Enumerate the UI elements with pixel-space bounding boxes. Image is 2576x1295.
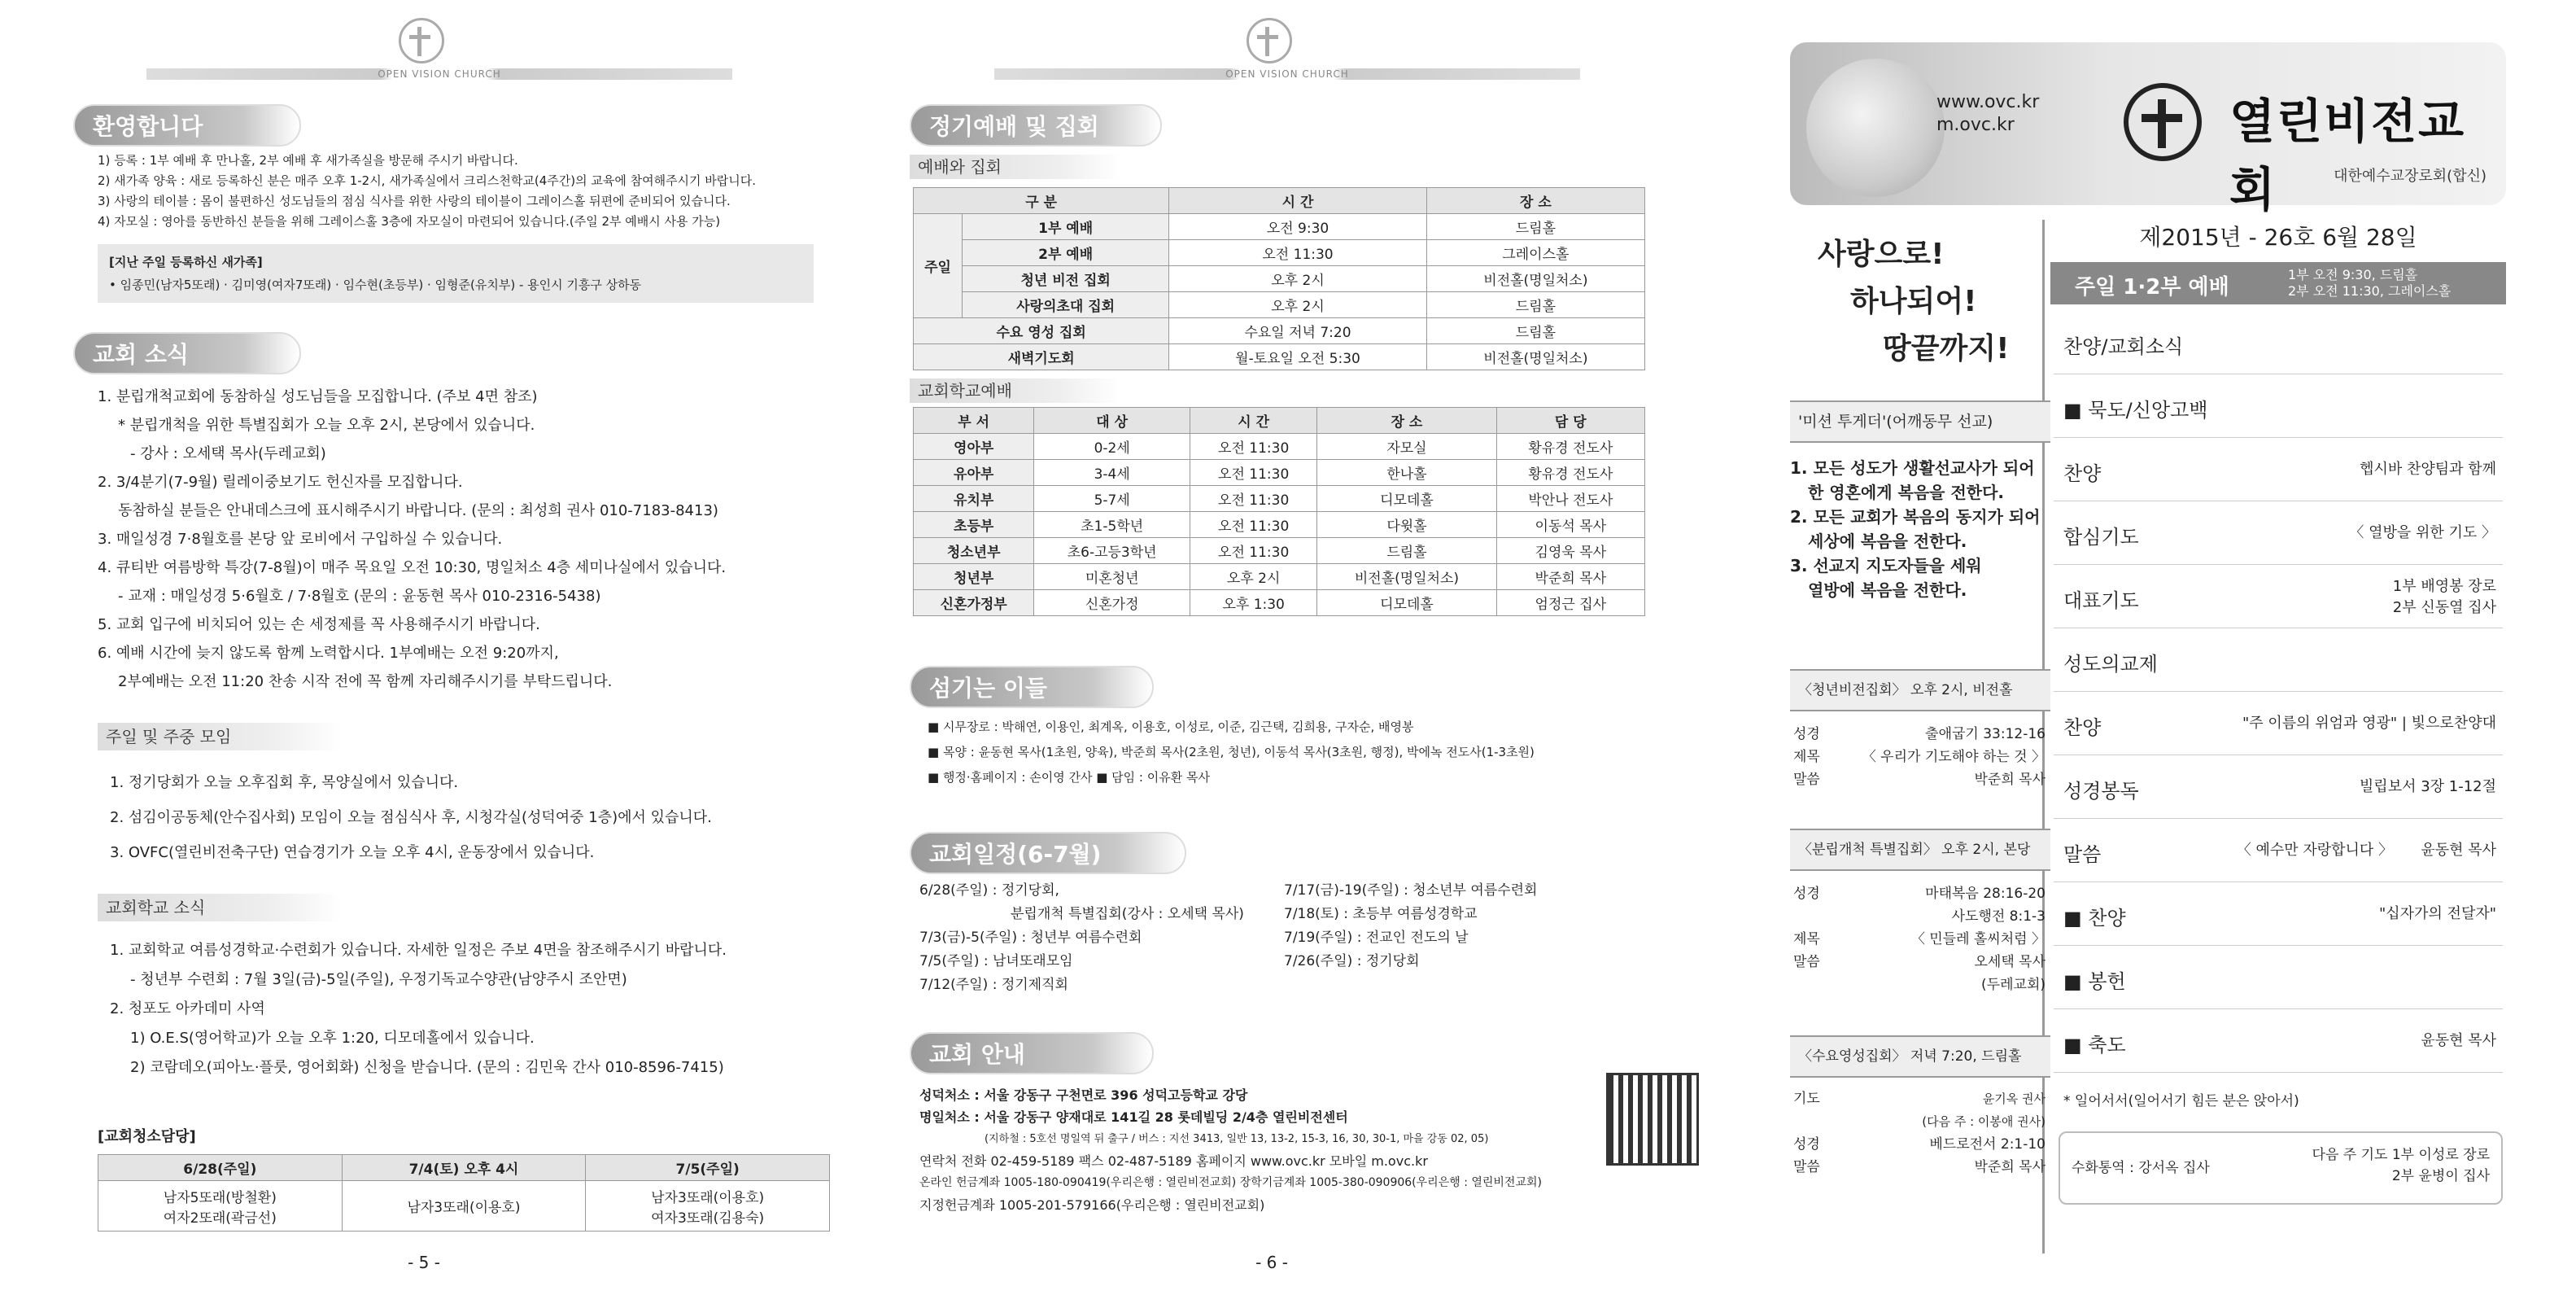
mission-line: 한 영혼에게 복음을 전한다. [1808,483,2005,502]
order-label: 찬양 [2063,462,2102,485]
order-label: 말씀 [2063,843,2102,866]
worship-cell: 그레이스홀 [1426,240,1644,266]
order-detail: 1부 배영봉 장로 2부 신동열 집사 [2392,578,2496,616]
sunday-meetings-title: 주일 및 주중 모임 [98,723,342,750]
news-line: 동참하실 분들은 안내데스크에 표시해주시기 바랍니다. (문의 : 최성희 권사 010-7183-8413) [118,502,718,519]
order-detail: "십자가의 전달자" [2379,905,2496,922]
school-news-title: 교회학교 소식 [98,894,342,921]
order-label: 성경봉독 [2063,780,2139,803]
detail-label: 말씀 [1793,954,1820,970]
worship-header: 시 간 [1169,188,1427,214]
order-item [2054,755,2503,819]
school-cell: 엄정근 집사 [1496,590,1644,616]
detail-value: 〈 우리가 기도해야 하는 것 〉 [1862,749,2046,765]
school-cell: 청년부 [914,564,1034,590]
footer-box [2059,1131,2503,1205]
detail-value: 박준희 목사 [1974,772,2046,788]
school-cell: 오전 11:30 [1190,512,1317,538]
school-cell: 박준희 목사 [1496,564,1644,590]
school-cell: 유아부 [914,460,1034,486]
school-header: 담 당 [1496,408,1644,434]
news-line: 4. 큐티반 여름방학 특강(7-8월)이 매주 목요일 오전 10:30, 명일처소 4층 세미나실에서 있습니다. [98,559,727,576]
school-cell: 초등부 [914,512,1034,538]
order-label: ■ 축도 [2063,1034,2126,1057]
detail-value: 박준희 목사 [1974,1159,2046,1175]
schedule-item: 7/18(토) : 초등부 여름성경학교 [1284,906,1478,922]
cleaning-title: [교회청소담당] [98,1128,196,1145]
schedule-item: 분립개척 특별집회(강사 : 오세택 목사) [1011,906,1244,922]
detail-value: 출애굽기 33:12-16 [1925,726,2046,742]
welcome-line: 3) 사랑의 테이블 : 몸이 불편하신 성도님들의 점심 식사를 위한 사랑의 테이블이 그레이스홀 뒤편에 준비되어 있습니다. [98,194,731,208]
order-item [2054,311,2503,374]
mission-line: 2. 모든 교회가 복음의 동지가 되어 [1790,507,2041,527]
special-meeting-tag: 〈분립개척 특별집회〉 오후 2시, 본당 [1790,829,2050,871]
welcome-title: 환영합니다 [73,104,301,147]
slogan-line: 사랑으로! [1818,238,1945,271]
cleaning-cell: 남자3또래(이용호) 여자3또래(김용숙) [586,1181,830,1232]
schedule-item: 7/26(주일) : 정기당회 [1284,953,1420,969]
schedule-right [1284,879,1658,973]
school-line: 1. 교회학교 여름성경학교·수련회가 있습니다. 자세한 일정은 주보 4면을 참조해주시기 바랍니다. [110,942,727,959]
cleaning-cell: 남자5또래(방철환) 여자2또래(곽금선) [98,1181,343,1232]
order-label: ■ 봉헌 [2063,970,2126,993]
school-header: 부 서 [914,408,1034,434]
running-header [146,18,732,83]
sunday-line: 2. 섬김이공동체(안수집사회) 모임이 오늘 점심식사 후, 시청각실(성덕여중 1층)에서 있습니다. [110,809,712,826]
school-cell: 신혼가정 [1034,590,1190,616]
servants-list [928,715,1684,790]
school-cell: 다윗홀 [1317,512,1496,538]
detail-value: 마태복음 28:16-20 사도행전 8:1-3 [1925,886,2046,925]
detail-value: 윤기옥 권사 (다음 주 : 이봉애 권사) [1922,1092,2046,1129]
mission-tag: '미션 투게더'(어깨동무 선교) [1790,400,2050,443]
guide-line: 연락처 전화 02-459-5189 팩스 02-487-5189 홈페이지 www.ovc.kr 모바일 m.ovc.kr [919,1153,1428,1169]
worship-cell: 오전 11:30 [1169,240,1427,266]
school-cell: 비전홀(명일처소) [1317,564,1496,590]
news-line: 2. 3/4분기(7-9월) 릴레이중보기도 헌신자를 모집합니다. [98,474,463,491]
school-worship-sub: 교회학교예배 [910,378,1121,403]
servants-line: ■ 시무장로 : 박해연, 이용인, 최계옥, 이용호, 이성로, 이준, 김근택, 김희용, 구자순, 배영봉 [928,720,1414,734]
schedule-item: 7/3(금)-5(주일) : 청년부 여름수련회 [919,930,1142,946]
school-list [110,936,842,1083]
welcome-line: 2) 새가족 양육 : 새로 등록하신 분은 매주 오후 1-2시, 새가족실에서 크리스천학교(4주간)의 교육에 참여해주시기 바랍니다. [98,173,757,188]
order-item [2054,565,2503,628]
welcome-list [98,151,830,232]
order-detail: "주 이름의 위엄과 영광" | 빛으로찬양대 [2242,715,2496,732]
school-cell: 이동석 목사 [1496,512,1644,538]
order-detail: 윤동현 목사 [2421,1032,2496,1049]
worship-cell: 오전 9:30 [1169,214,1427,240]
schedule-item: 7/12(주일) : 정기제직회 [919,977,1068,993]
worship-cell: 1부 예배 [963,214,1169,240]
order-detail: 헵시바 찬양팀과 함께 [2360,461,2496,478]
page-6 [848,0,1696,1295]
servants-line: ■ 행정·홈페이지 : 손이영 간사 ■ 담임 : 이유환 목사 [928,770,1210,785]
order-label: 대표기도 [2063,589,2139,612]
guide-list [919,1084,1635,1216]
order-item [2054,1009,2503,1073]
schedule-item: 6/28(주일) : 정기당회, [919,882,1059,899]
worship-cell: 드림홀 [1426,318,1644,344]
detail-label: 말씀 [1793,1159,1820,1175]
detail-value: 〈 민들레 홀씨처럼 〉 [1910,931,2046,947]
guide-line: (지하철 : 5호선 명일역 뒤 출구 / 버스 : 지선 3413, 일반 13, 13-2, 15-3, 16, 30, 30-1, 마을 강동 02, 05) [985,1133,1489,1145]
news-line: 5. 교회 입구에 비치되어 있는 손 세정제를 꼭 사용해주시기 바랍니다. [98,616,540,633]
web-url: www.ovc.kr [1936,92,2040,112]
worship-cell: 수요 영성 집회 [914,318,1169,344]
school-cell: 오전 11:30 [1190,434,1317,460]
order-label: 찬양 [2063,716,2102,739]
wednesday-meeting-details [1793,1087,2046,1179]
globe-icon [1806,59,1945,197]
detail-value: 베드로전서 2:1-10 [1929,1136,2046,1153]
school-cell: 초1-5학년 [1034,512,1190,538]
worship-cell: 수요일 저녁 7:20 [1169,318,1427,344]
detail-label: 성경 [1793,1136,1820,1153]
mission-line: 세상에 복음을 전한다. [1808,532,1967,551]
guide-line: 지정헌금계좌 1005-201-579166(우리은행 : 열린비전교회) [919,1197,1265,1213]
school-cell: 드림홀 [1317,538,1496,564]
school-header: 시 간 [1190,408,1317,434]
order-detail: 〈 예수만 자랑합니다 〉 윤동현 목사 [2236,842,2496,859]
church-cross-logo-icon [1247,18,1292,63]
school-line: 2. 청포도 아카데미 사역 [110,1000,265,1017]
cleaning-header: 6/28(주일) [98,1155,343,1181]
cleaning-header: 7/5(주일) [586,1155,830,1181]
qr-code-icon [1606,1073,1699,1166]
detail-label: 성경 [1793,726,1820,742]
sunday-line: 3. OVFC(열린비전축구단) 연습경기가 오늘 오후 4시, 운동장에서 있습니다. [110,844,595,861]
church-name: 열린비전교회 [2229,94,2466,217]
news-line: 6. 예배 시간에 늦지 않도록 함께 노력합시다. 1부예배는 오전 9:20까지, [98,645,559,662]
detail-label: 기도 [1793,1091,1820,1107]
order-item [2054,819,2503,882]
school-cell: 박안나 전도사 [1496,486,1644,512]
school-cell: 신혼가정부 [914,590,1034,616]
order-label: 찬양/교회소식 [2063,335,2184,358]
order-item [2054,946,2503,1009]
sunday-line: 1. 정기당회가 오늘 오후집회 후, 목양실에서 있습니다. [110,774,459,791]
news-line: 1. 분립개척교회에 동참하실 성도님들을 모집합니다. (주보 4면 참조) [98,388,538,405]
worship-cell: 2부 예배 [963,240,1169,266]
worship-cell: 비전홀(명일처소) [1426,266,1644,292]
school-cell: 김영욱 목사 [1496,538,1644,564]
standing-note: * 일어서서(일어서기 힘든 분은 앉아서) [2063,1093,2299,1109]
worship-header: 구 분 [914,188,1169,214]
order-item [2054,501,2503,565]
school-cell: 0-2세 [1034,434,1190,460]
schedule-item: 7/17(금)-19(주일) : 청소년부 여름수련회 [1284,882,1538,899]
school-cell: 3-4세 [1034,460,1190,486]
worship-cell: 오후 2시 [1169,292,1427,318]
school-cell: 한나홀 [1317,460,1496,486]
new-family-note [98,244,814,303]
youth-meeting-tag: 〈청년비전집회〉 오후 2시, 비전홀 [1790,669,2050,711]
welcome-line: 4) 자모실 : 영아를 동반하신 분들을 위해 그레이스홀 3층에 자모실이 마련되어 있습니다.(주일 2부 예배시 사용 가능) [98,214,721,229]
school-cell: 오후 1:30 [1190,590,1317,616]
news-line: 3. 매일성경 7·8월호를 본당 앞 로비에서 구입하실 수 있습니다. [98,531,503,548]
running-header [994,18,1580,83]
mission-line: 3. 선교지 지도자들을 세워 [1790,556,1982,575]
order-label: 합심기도 [2063,526,2139,549]
worship-cell: 드림홀 [1426,214,1644,240]
order-item [2054,374,2503,438]
schedule-item: 7/5(주일) : 남녀또래모임 [919,953,1073,969]
school-cell: 디모데홀 [1317,590,1496,616]
worship-table [913,187,1645,370]
news-line: * 분립개척을 위한 특별집회가 오늘 오후 2시, 본당에서 있습니다. [118,417,535,434]
worship-banner [2050,262,2506,304]
mission-line: 열방에 복음을 전한다. [1808,580,1967,600]
news-title: 교회 소식 [73,332,301,374]
worship-cell: 청년 비전 집회 [963,266,1169,292]
school-cell: 초6-고등3학년 [1034,538,1190,564]
worship-cell: 월-토요일 오전 5:30 [1169,344,1427,370]
worship-sub: 예배와 집회 [910,155,1121,179]
church-urls [1936,91,2039,137]
issue-date: 제2015년 - 26호 6월 28일 [2139,224,2417,251]
school-cell: 오전 11:30 [1190,460,1317,486]
detail-label: 제목 [1793,749,1820,765]
worship-cell: 비전홀(명일처소) [1426,344,1644,370]
worship-cell: 오후 2시 [1169,266,1427,292]
order-label: ■ 묵도/신앙고백 [2063,399,2208,422]
detail-label: 성경 [1793,886,1820,902]
school-cell: 유치부 [914,486,1034,512]
news-line: - 교재 : 매일성경 5·6월호 / 7·8월호 (문의 : 윤동현 목사 010-2316-5438) [118,588,601,605]
order-detail: 빌립보서 3장 1-12절 [2359,778,2496,795]
school-cell: 황유경 전도사 [1496,460,1644,486]
slogan-line: 하나되어! [1850,285,1977,318]
school-cell: 오전 11:30 [1190,486,1317,512]
church-heart-cross-logo-icon [2124,83,2202,161]
youth-meeting-details [1793,723,2046,791]
page-5 [0,0,848,1295]
guide-line: 명일처소 : 서울 강동구 양재대로 141길 28 롯데빌딩 2/4층 열린비전센터 [919,1109,1348,1125]
cleaning-table [98,1154,830,1232]
denomination: 대한예수교장로회(합신) [2334,168,2486,185]
school-header: 장 소 [1317,408,1496,434]
order-item [2054,628,2503,692]
schedule-left [919,879,1286,997]
mission-list [1790,456,2050,602]
order-item [2054,438,2503,501]
mission-line: 1. 모든 성도가 생활선교사가 되어 [1790,458,2035,478]
order-label: 성도의교제 [2063,653,2158,676]
guide-line: 성덕처소 : 서울 강동구 구천면로 396 성덕고등학교 강당 [919,1087,1248,1103]
servants-title: 섬기는 이들 [910,666,1154,708]
worship-group: 주일 [914,214,963,318]
cleaning-header: 7/4(토) 오후 4시 [342,1155,586,1181]
schedule-item: 7/19(주일) : 전교인 전도의 날 [1284,930,1469,946]
school-cell: 5-7세 [1034,486,1190,512]
worship-cell: 새벽기도회 [914,344,1169,370]
worship-cell: 사랑의초대 집회 [963,292,1169,318]
worship-title: 정기예배 및 집회 [910,104,1162,147]
mobile-url: m.ovc.kr [1936,115,2015,135]
church-cross-logo-icon [399,18,444,63]
new-family-title: [지난 주일 등록하신 새가족] [109,255,263,269]
cleaning-cell: 남자3또래(이용호) [342,1181,586,1232]
school-line: - 청년부 수련회 : 7월 3일(금)-5일(주일), 우정기독교수양관(남양주시 조안면) [130,971,627,988]
school-line: 1) O.E.S(영어학교)가 오늘 오후 1:20, 디모데홀에서 있습니다. [130,1030,535,1047]
school-cell: 청소년부 [914,538,1034,564]
school-header: 대 상 [1034,408,1190,434]
page-number: - 6 - [1255,1253,1288,1272]
news-line: - 강사 : 오세택 목사(두레교회) [130,445,326,462]
wednesday-meeting-tag: 〈수요영성집회〉 저녁 7:20, 드림홀 [1790,1035,2050,1078]
school-cell: 자모실 [1317,434,1496,460]
school-cell: 영아부 [914,434,1034,460]
welcome-line: 1) 등록 : 1부 예배 후 만나홀, 2부 예배 후 새가족실을 방문해 주시기 바랍니다. [98,153,518,168]
order-detail: 〈 열방을 위한 기도 〉 [2349,524,2496,541]
sunday-list [110,765,842,870]
header-church-name: OPEN VISION CHURCH [1225,68,1349,80]
news-list [98,383,830,696]
detail-label: 말씀 [1793,772,1820,788]
news-line: 2부예배는 오전 11:20 찬송 시작 전에 꼭 함께 자리해주시기를 부탁드립니다. [118,673,613,690]
worship-banner-times: 1부 오전 9:30, 드림홀 2부 오전 11:30, 그레이스홀 [2288,267,2452,299]
detail-value: 오세택 목사 (두레교회) [1974,954,2046,993]
next-week-prayer: 다음 주 기도 1부 이성로 장로 2부 윤병이 집사 [2312,1147,2490,1184]
slogan-line: 땅끝까지! [1883,332,2010,365]
cover-page [1696,0,2576,1295]
header-church-name: OPEN VISION CHURCH [378,68,501,80]
worship-header: 장 소 [1426,188,1644,214]
schedule-title: 교회일정(6-7월) [910,832,1186,874]
special-meeting-details [1793,882,2046,996]
school-cell: 미혼청년 [1034,564,1190,590]
worship-cell: 드림홀 [1426,292,1644,318]
school-cell: 황유경 전도사 [1496,434,1644,460]
school-worship-table [913,407,1645,616]
school-cell: 디모데홀 [1317,486,1496,512]
order-item [2054,882,2503,946]
cover-banner [1790,42,2506,217]
order-label: ■ 찬양 [2063,907,2126,930]
guide-title: 교회 안내 [910,1032,1154,1074]
school-line: 2) 코람데오(피아노·플룻, 영어회화) 신청을 받습니다. (문의 : 김민욱 간사 010-8596-7415) [130,1059,724,1076]
worship-banner-title: 주일 1·2부 예배 [2075,275,2229,300]
sign-interpreter: 수화통역 : 강서옥 집사 [2072,1160,2210,1176]
detail-label: 제목 [1793,931,1820,947]
page-number: - 5 - [408,1253,440,1272]
order-item [2054,692,2503,755]
servants-line: ■ 목양 : 윤동현 목사(1초원, 양육), 박준희 목사(2초원, 청년), 이동석 목사(3초원, 행정), 박에녹 전도사(1-3초원) [928,745,1535,759]
new-family-body: • 임종민(남자5또래) · 김미영(여자7또래) · 임수현(초등부) · 임형준(유치부) - 용인시 기흥구 상하동 [109,278,642,292]
guide-line: 온라인 헌금계좌 1005-180-090419(우리은행 : 열린비전교회) 장학기금계좌 1005-380-090906(우리은행 : 열린비전교회) [919,1176,1542,1189]
school-cell: 오후 2시 [1190,564,1317,590]
school-cell: 오전 11:30 [1190,538,1317,564]
